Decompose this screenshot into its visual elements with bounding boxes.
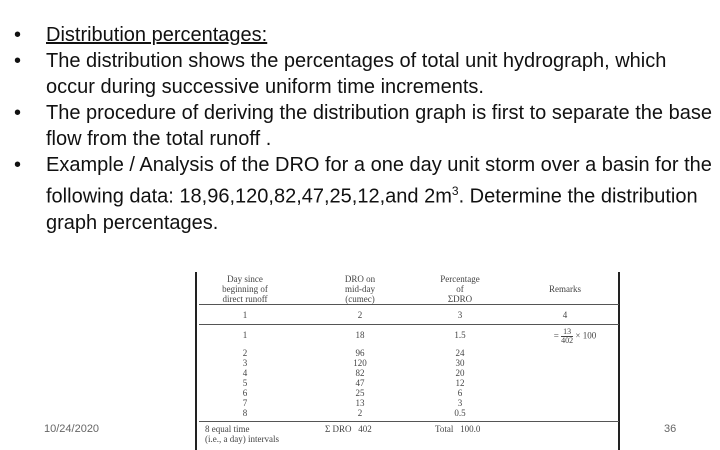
header-pct: Percentage of ΣDRO <box>440 274 480 304</box>
col-number: 2 <box>357 310 363 320</box>
table-cell-day: 7 <box>242 398 248 408</box>
col-number: 1 <box>242 310 248 320</box>
table-cell-pct: 0.5 <box>454 408 466 418</box>
table-cell-day: 4 <box>242 368 248 378</box>
bullet-text: The distribution shows the percentages of total unit hydrograph, which occur during successive uniform time increments. <box>46 50 667 98</box>
bullet-dot: • <box>14 50 22 72</box>
table-cell-day: 5 <box>242 378 248 388</box>
table-cell-dro: 18 <box>355 330 365 340</box>
footer-rule <box>199 421 619 422</box>
table-cell-pct: 30 <box>455 358 465 368</box>
footer-date: 10/24/2020 <box>44 423 100 435</box>
page-number: 36 <box>664 423 677 435</box>
table-cell-dro: 120 <box>353 358 367 368</box>
table-cell-pct: 6 <box>457 388 463 398</box>
bullet-item <box>14 100 714 152</box>
table-cell-pct: 20 <box>455 368 465 378</box>
col-number: 4 <box>562 310 568 320</box>
bullet-item <box>14 48 714 100</box>
table-cell-remark: = $\frac{13}{402}$ × 100 <box>553 327 597 345</box>
header-remarks: Remarks <box>549 284 581 294</box>
table-cell-pct: 24 <box>455 348 465 358</box>
table-cell-day: 8 <box>242 408 248 418</box>
number-rule <box>199 324 619 325</box>
header-rule <box>199 304 619 305</box>
table-footer-sum: Σ DRO 402 <box>325 424 372 434</box>
table-cell-dro: 13 <box>355 398 365 408</box>
bullet-text: The procedure of deriving the distribution graph is first to separate the base flow from the total runoff . <box>46 102 712 150</box>
table-cell-pct: 1.5 <box>454 330 466 340</box>
bullet-item <box>14 22 714 48</box>
table-cell-pct: 12 <box>455 378 465 388</box>
table-footer-total: Total 100.0 <box>435 424 481 434</box>
table-cell-dro: 96 <box>355 348 365 358</box>
table-cell-dro: 82 <box>355 368 365 378</box>
table-cell-dro: 47 <box>355 378 365 388</box>
table-cell-dro: 2 <box>357 408 363 418</box>
dro-table <box>195 268 625 450</box>
table-cell-pct: 3 <box>457 398 463 408</box>
bullet-dot: • <box>14 102 22 124</box>
table-cell-dro: 25 <box>355 388 365 398</box>
bullet-text: Example / Analysis of the DRO for a one day unit storm over a basin for the following data: 18,96,120,82,47,25,12,and $2m^3$. Determine the distribution graph percentages. <box>46 154 712 234</box>
table-cell-day: 6 <box>242 388 248 398</box>
bullet-text: Distribution percentages: <box>46 24 268 46</box>
table-cell-day: 3 <box>242 358 248 368</box>
header-day: Day since beginning of direct runoff <box>222 274 268 304</box>
table-footer-left: 8 equal time (i.e., a day) intervals <box>205 424 279 444</box>
table-cell-day: 1 <box>242 330 248 340</box>
bullet-list <box>14 22 714 236</box>
bullet-dot: • <box>14 154 22 176</box>
bullet-dot: • <box>14 24 22 46</box>
bullet-item <box>14 152 714 236</box>
table-cell-day: 2 <box>242 348 248 358</box>
header-dro: DRO on mid-day (cumec) <box>344 274 376 304</box>
col-number: 3 <box>457 310 463 320</box>
